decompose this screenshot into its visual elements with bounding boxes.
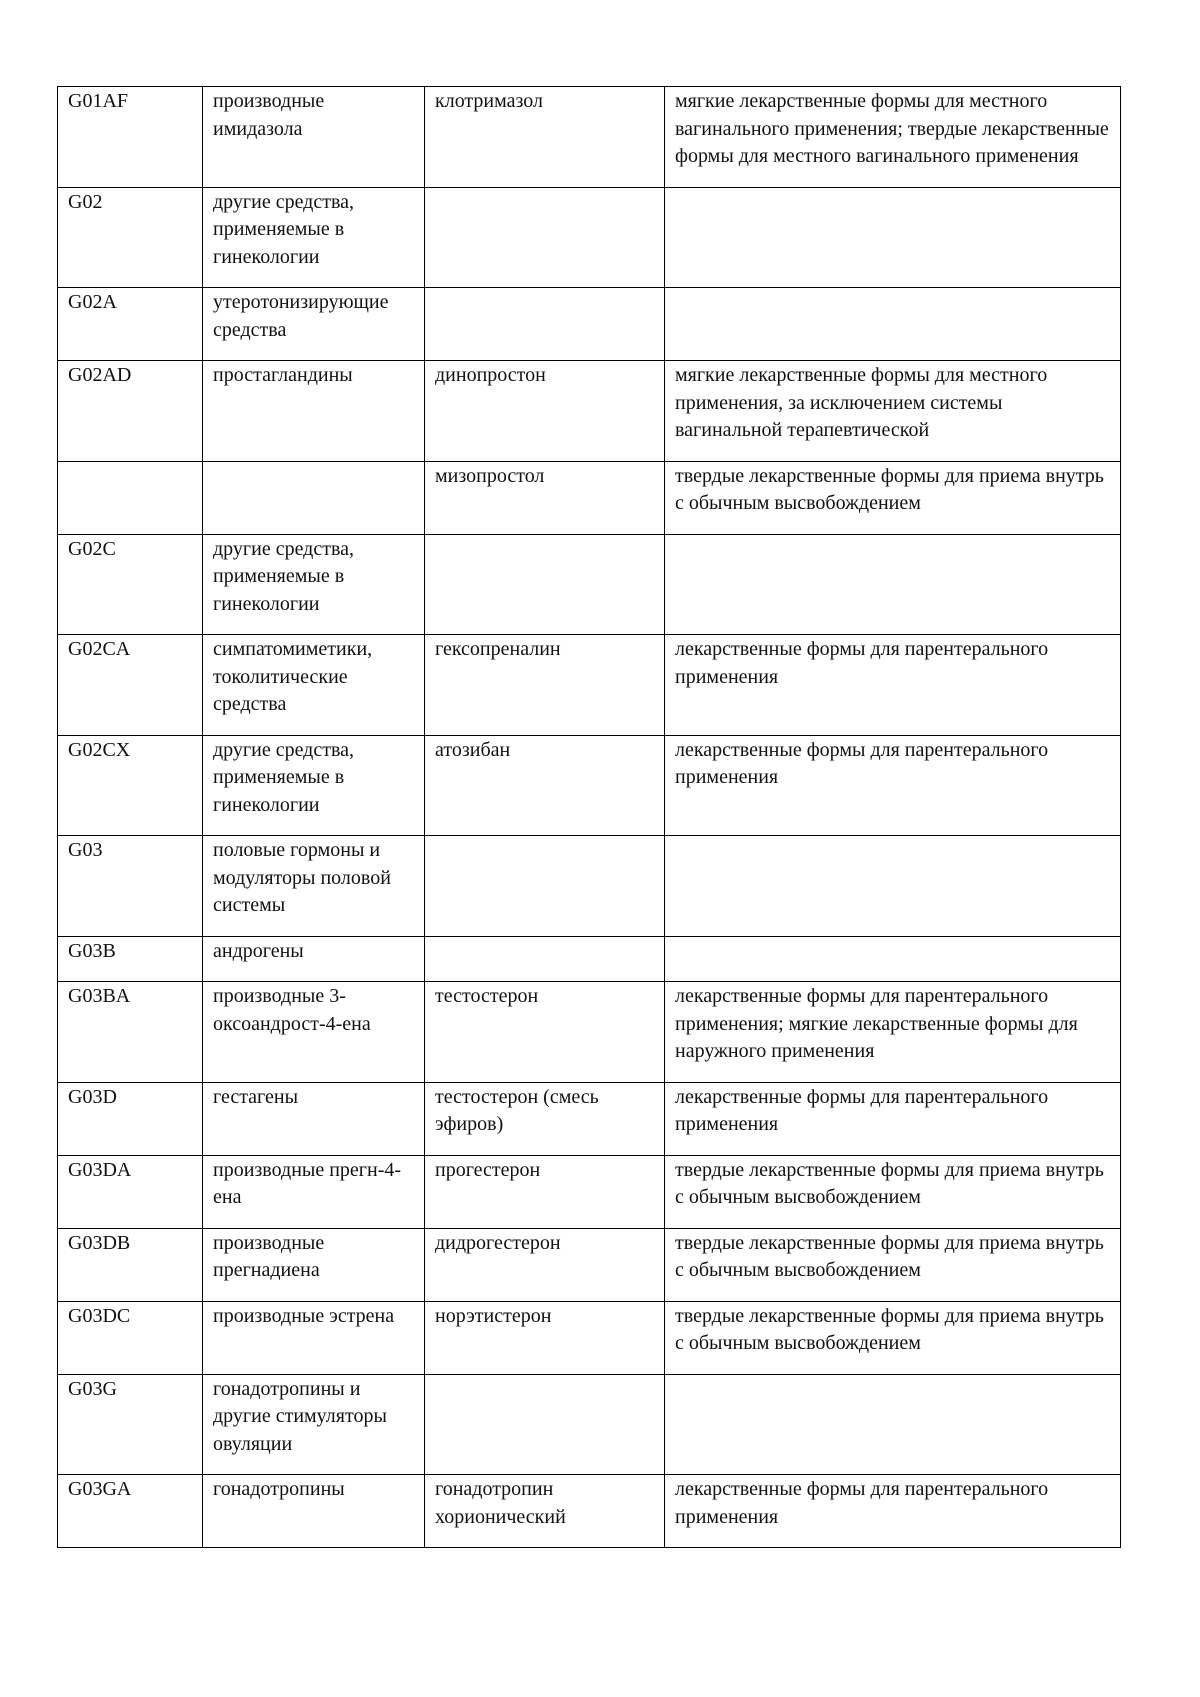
dosage-forms-text: лекарственные формы для парентерального применения; мягкие лекарственные формы для наружного применения [675,985,1078,1062]
atc-code-text: G02CX [68,738,131,761]
atc-code-text: G03 [68,839,103,861]
dosage-forms-cell [665,1301,1121,1374]
table-row [58,534,1121,635]
table-row [58,836,1121,937]
substance-cell [425,1301,665,1374]
table-row [58,982,1121,1083]
atc-code-text: G03G [68,1377,117,1400]
atc-code-cell [58,187,203,288]
table-row [58,936,1121,982]
table-row [58,1374,1121,1475]
group-name-cell [203,534,425,635]
group-name-cell [203,288,425,361]
atc-code-text: G03D [68,1085,117,1108]
group-name-text: половые гормоны и модуляторы половой системы [213,839,391,916]
atc-code-text: G03BA [68,985,131,1007]
substance-text: прогестерон [435,1158,541,1181]
table-row [58,187,1121,288]
atc-code-cell [58,1155,203,1228]
atc-code-cell [58,1082,203,1155]
group-name-cell [203,187,425,288]
substance-text: гексопреналин [435,638,561,660]
dosage-forms-cell [665,936,1121,982]
group-name-cell [203,1228,425,1301]
atc-code-text: G02AD [68,364,132,386]
dosage-forms-text: мягкие лекарственные формы для местного применения, за исключением системы вагинальной терапевтической [675,364,1048,441]
group-name-cell [203,1082,425,1155]
dosage-forms-cell [665,1155,1121,1228]
atc-code-cell [58,635,203,736]
substance-cell [425,982,665,1083]
table-row [58,635,1121,736]
group-name-text: симпатомиметики, токолитические средства [213,638,373,715]
substance-text: норэтистерон [435,1304,552,1327]
atc-code-text: G02A [68,291,117,313]
group-name-text: другие средства, применяемые в гинекологии [213,738,355,816]
atc-code-text: G03B [68,939,116,962]
atc-code-cell [58,936,203,982]
atc-code-text: G02C [68,537,116,560]
substance-cell [425,735,665,836]
group-name-cell [203,1301,425,1374]
substance-cell [425,1475,665,1548]
atc-code-cell [58,1374,203,1475]
group-name-cell [203,87,425,188]
table-body [58,87,1121,1548]
dosage-forms-cell [665,836,1121,937]
substance-cell [425,1082,665,1155]
substance-text: атозибан [435,738,511,761]
substance-cell [425,361,665,462]
substance-cell [425,87,665,188]
group-name-cell [203,635,425,736]
group-name-text: производные имидазола [213,90,325,140]
table-row [58,1301,1121,1374]
atc-code-cell [58,1228,203,1301]
substance-cell [425,836,665,937]
dosage-forms-cell [665,1228,1121,1301]
substance-cell [425,936,665,982]
substance-text: динопростон [435,364,546,386]
dosage-forms-cell [665,87,1121,188]
substance-cell [425,461,665,534]
group-name-text: другие средства, применяемые в гинекологии [213,537,355,615]
dosage-forms-cell [665,534,1121,635]
dosage-forms-text: мягкие лекарственные формы для местного вагинального применения; твердые лекарственные формы для местного вагинального применения [675,90,1109,167]
group-name-text: утеротонизирующие средства [213,291,389,341]
substance-cell [425,288,665,361]
substance-cell [425,635,665,736]
substance-text: дидрогестерон [435,1231,561,1254]
dosage-forms-cell [665,1374,1121,1475]
dosage-forms-cell [665,735,1121,836]
atc-code-text: G03DB [68,1231,131,1254]
substance-text: тестостерон (смесь эфиров) [435,1085,599,1135]
substance-cell [425,1155,665,1228]
atc-code-text: G01AF [68,90,129,112]
dosage-forms-cell [665,187,1121,288]
substance-cell [425,1228,665,1301]
group-name-cell [203,1475,425,1548]
group-name-text: производные прегнадиена [213,1231,325,1281]
table-row [58,361,1121,462]
atc-code-cell [58,288,203,361]
group-name-text: производные прегн-4-ена [213,1158,402,1208]
group-name-cell [203,982,425,1083]
group-name-text: гонадотропины [213,1478,345,1500]
dosage-forms-cell [665,288,1121,361]
table-row [58,735,1121,836]
dosage-forms-text: лекарственные формы для парентерального применения [675,638,1049,688]
dosage-forms-cell [665,361,1121,462]
substance-text: тестостерон [435,985,539,1007]
dosage-forms-text: твердые лекарственные формы для приема внутрь с обычным высвобождением [675,1304,1104,1354]
group-name-text: гонадотропины и другие стимуляторы овуляции [213,1377,387,1455]
substance-cell [425,534,665,635]
dosage-forms-text: лекарственные формы для парентерального применения [675,1085,1049,1135]
atc-code-text: G02CA [68,638,131,660]
dosage-forms-text: твердые лекарственные формы для приема внутрь с обычным высвобождением [675,1231,1104,1281]
dosage-forms-cell [665,461,1121,534]
substance-text: клотримазол [435,90,544,112]
group-name-text: гестагены [213,1085,299,1108]
dosage-forms-text: твердые лекарственные формы для приема внутрь с обычным высвобождением [675,464,1104,514]
table-row [58,1155,1121,1228]
atc-code-cell [58,1301,203,1374]
atc-code-cell [58,361,203,462]
dosage-forms-text: твердые лекарственные формы для приема внутрь с обычным высвобождением [675,1158,1104,1208]
group-name-cell [203,836,425,937]
drug-classification-table [57,86,1121,1548]
dosage-forms-text: лекарственные формы для парентерального применения [675,1478,1049,1528]
dosage-forms-cell [665,1082,1121,1155]
group-name-text: другие средства, применяемые в гинекологии [213,190,355,268]
substance-text: гонадотропин хорионический [435,1478,566,1528]
atc-code-text: G03GA [68,1478,132,1500]
atc-code-cell [58,735,203,836]
dosage-forms-cell [665,1475,1121,1548]
group-name-cell [203,461,425,534]
atc-code-cell [58,836,203,937]
group-name-cell [203,361,425,462]
group-name-cell [203,1374,425,1475]
atc-code-text: G03DC [68,1304,131,1327]
substance-cell [425,187,665,288]
atc-code-cell [58,1475,203,1548]
atc-code-cell [58,461,203,534]
dosage-forms-cell [665,982,1121,1083]
group-name-text: простагландины [213,364,353,386]
atc-code-cell [58,534,203,635]
atc-code-cell [58,87,203,188]
table-row [58,288,1121,361]
dosage-forms-text: лекарственные формы для парентерального применения [675,738,1049,788]
group-name-text: производные эстрена [213,1304,395,1327]
atc-code-text: G02 [68,190,103,213]
atc-code-text: G03DA [68,1158,132,1181]
table-row [58,87,1121,188]
table-row [58,461,1121,534]
group-name-cell [203,735,425,836]
table-row [58,1475,1121,1548]
substance-text: мизопростол [435,464,545,487]
substance-cell [425,1374,665,1475]
table-row [58,1082,1121,1155]
group-name-text: андрогены [213,939,304,962]
group-name-cell [203,936,425,982]
table-row [58,1228,1121,1301]
group-name-text: производные 3-оксоандрост-4-ена [213,985,371,1035]
dosage-forms-cell [665,635,1121,736]
atc-code-cell [58,982,203,1083]
group-name-cell [203,1155,425,1228]
